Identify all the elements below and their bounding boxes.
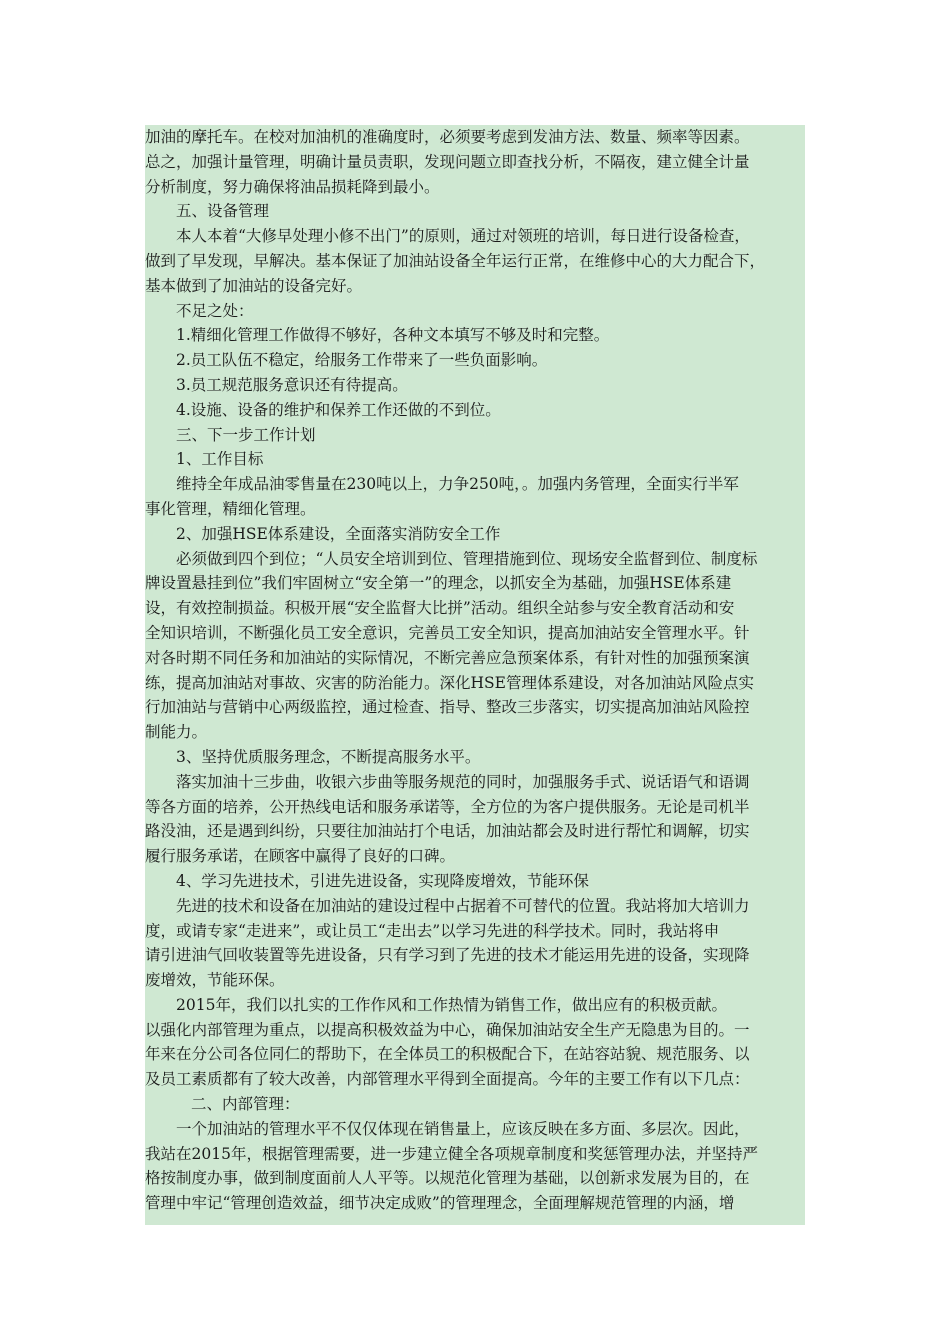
- text-line: 五、设备管理: [176, 202, 270, 221]
- text-line: 分析制度，努力确保将油品损耗降到最小。: [145, 177, 440, 196]
- text-line: 1、工作目标: [176, 450, 264, 469]
- text-line: 制能力。: [145, 723, 208, 742]
- text-line: 1.精细化管理工作做得不够好，各种文本填写不够及时和完整。: [176, 326, 610, 345]
- text-line: 我站在2015年，根据管理需要，进一步建立健全各项规章制度和奖惩管理办法，并坚持严: [145, 1144, 758, 1163]
- text-line: 总之，加强计量管理，明确计量员责职，发现问题立即查找分析，不隔夜，建立健全计量: [145, 152, 750, 171]
- text-line: 牌设置悬挂到位”我们牢固树立“安全第一”的理念，以抓安全为基础，加强HSE体系建: [145, 574, 732, 593]
- text-line: 先进的技术和设备在加油站的建设过程中占据着不可替代的位置。我站将加大培训力: [176, 896, 750, 915]
- text-line: 2、加强HSE体系建设，全面落实消防安全工作: [176, 524, 501, 543]
- text-line: 路没油，还是遇到纠纷，只要往加油站打个电话，加油站都会及时进行帮忙和调解，切实: [145, 822, 750, 841]
- text-line: 必须做到四个到位；“人员安全培训到位、管理措施到位、现场安全监督到位、制度标: [176, 549, 758, 568]
- text-line: 管理中牢记“管理创造效益，细节决定成败”的管理理念，全面理解规范管理的内涵，增: [145, 1194, 735, 1213]
- text-line: 事化管理，精细化管理。: [145, 499, 316, 518]
- document-body: [145, 125, 805, 1225]
- text-line: 全知识培训，不断强化员工安全意识，完善员工安全知识，提高加油站安全管理水平。针: [145, 623, 750, 642]
- text-line: 本人本着“大修早处理小修不出门”的原则，通过对领班的培训，每日进行设备检查，: [176, 227, 750, 246]
- text-line: 请引进油气回收装置等先进设备，只有学习到了先进的技术才能运用先进的设备，实现降: [145, 946, 750, 965]
- text-line: 格按制度办事，做到制度面前人人平等。以规范化管理为基础，以创新求发展为目的，在: [145, 1169, 750, 1188]
- text-line: 对各时期不同任务和加油站的实际情况，不断完善应急预案体系，有针对性的加强预案演: [145, 648, 750, 667]
- text-line: 4.设施、设备的维护和保养工作还做的不到位。: [176, 400, 501, 419]
- text-line: 基本做到了加油站的设备完好。: [145, 276, 363, 295]
- text-line: 2.员工队伍不稳定，给服务工作带来了一些负面影响。: [176, 351, 548, 370]
- text-line: 等各方面的培养，公开热线电话和服务承诺等，全方位的为客户提供服务。无论是司机半: [145, 797, 750, 816]
- text-line: 废增效，节能环保。: [145, 971, 285, 990]
- text-line: 设，有效控制损益。积极开展“安全监督大比拼”活动。组织全站参与安全教育活动和安: [145, 599, 735, 618]
- text-line: 及员工素质都有了较大改善，内部管理水平得到全面提高。今年的主要工作有以下几点：: [145, 1070, 750, 1089]
- text-line: 行加油站与营销中心两级监控，通过检查、指导、整改三步落实，切实提高加油站风险控: [145, 698, 750, 717]
- text-line: 履行服务承诺，在顾客中赢得了良好的口碑。: [145, 847, 456, 866]
- text-line: 做到了早发现，早解决。基本保证了加油站设备全年运行正常，在维修中心的大力配合下，: [145, 251, 766, 270]
- text-line: 加油的摩托车。在校对加油机的准确度时，必须要考虑到发油方法、数量、频率等因素。: [145, 128, 750, 146]
- text-line: 2015年，我们以扎实的工作作风和工作热情为销售工作，做出应有的积极贡献。: [176, 995, 727, 1014]
- text-line: 3.员工规范服务意识还有待提高。: [176, 375, 408, 394]
- text-line: 三、下一步工作计划: [176, 425, 316, 444]
- text-line: 以强化内部管理为重点，以提高积极效益为中心，确保加油站安全生产无隐患为目的。一: [145, 1020, 750, 1039]
- text-line: 练，提高加油站对事故、灾害的防治能力。深化HSE管理体系建设，对各加油站风险点实: [145, 673, 754, 692]
- text-line: 一个加油站的管理水平不仅仅体现在销售量上，应该反映在多方面、多层次。因此，: [176, 1119, 750, 1138]
- text-line: 落实加油十三步曲，收银六步曲等服务规范的同时，加强服务手式、说话语气和语调: [176, 772, 750, 791]
- text-line: 不足之处：: [176, 301, 254, 320]
- text-line: 4、学习先进技术，引进先进设备，实现降废增效，节能环保: [176, 871, 589, 890]
- text-line: 维持全年成品油零售量在230吨以上，力争250吨，。加强内务管理，全面实行半军: [176, 475, 739, 494]
- text-line: 度，或请专家“走进来”，或让员工“走出去”以学习先进的科学技术。同时，我站将申: [145, 921, 720, 940]
- text-line: 二、内部管理：: [191, 1095, 300, 1114]
- text-line: 3、坚持优质服务理念，不断提高服务水平。: [176, 747, 481, 766]
- text-line: 年来在分公司各位同仁的帮助下，在全体员工的积极配合下，在站容站貌、规范服务、以: [145, 1045, 750, 1064]
